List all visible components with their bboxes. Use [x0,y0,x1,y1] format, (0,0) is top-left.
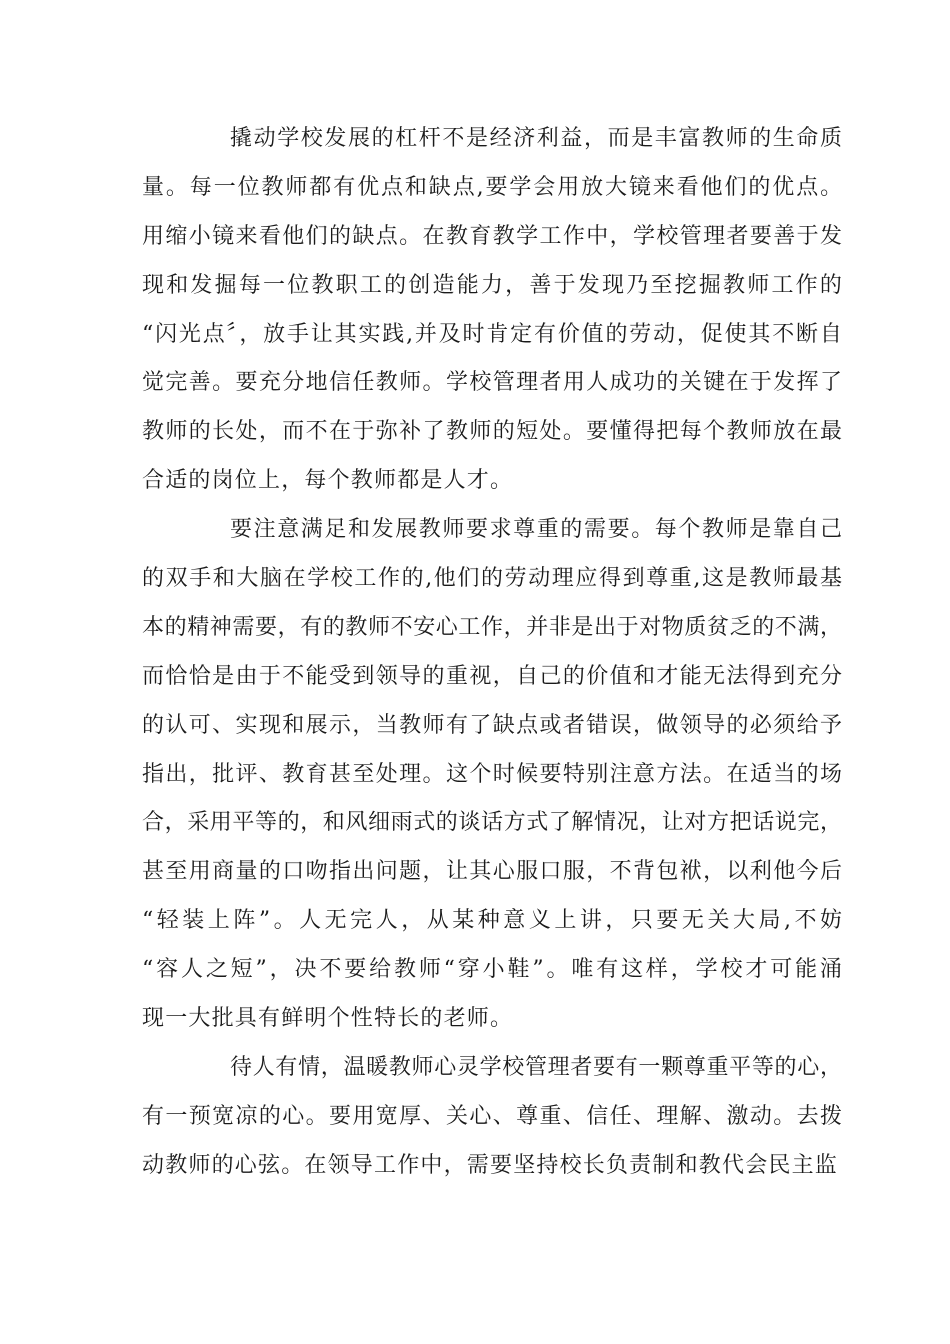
text-line: 有一预宽凉的心。要用宽厚、关心、尊重、信任、理解、激动。去拨 [142,1103,844,1129]
text-line: 而恰恰是由于不能受到领导的重视，自己的价值和才能无法得到充分 [142,663,844,689]
text-line: 的双手和大脑在学校工作的,他们的劳动理应得到尊重,这是教师最基 [142,566,844,592]
text-line: 合，采用平等的，和风细雨式的谈话方式了解情况，让对方把话说完， [142,810,843,836]
text-line: “轻装上阵”。人无完人，从某种意义上讲，只要无关大局,不妨 [142,908,846,934]
text-line: 现和发掘每一位教职工的创造能力，善于发现乃至挖掘教师工作的 [142,272,845,298]
text-line: 动教师的心弦。在领导工作中，需要坚持校长负责制和教代会民主监 [142,1152,839,1178]
paragraph-2 [142,506,846,1044]
paragraph-1 [142,115,845,506]
text-line: 合适的岗位上，每个教师都是人才。 [142,468,514,494]
text-line: 现一大批具有鲜明个性特长的老师。 [142,1006,514,1032]
text-line: 的认可、实现和展示，当教师有了缺点或者错误，做领导的必须给予 [142,712,844,738]
text-line: 待人有情，温暖教师心灵学校管理者要有一颗尊重平等的心， [230,1054,843,1080]
text-line: 甚至用商量的口吻指出问题，让其心服口服，不背包袱，以利他今后 [142,859,844,885]
text-line: 用缩小镜来看他们的缺点。在教育教学工作中，学校管理者要善于发 [142,223,844,249]
text-line: 量。每一位教师都有优点和缺点,要学会用放大镜来看他们的优点。 [142,174,844,200]
text-line: “闪光点〞，放手让其实践,并及时肯定有价值的劳动，促使其不断自 [142,321,844,347]
text-line: 要注意满足和发展教师要求尊重的需要。每个教师是靠自己 [230,517,844,543]
text-line: 觉完善。要充分地信任教师。学校管理者用人成功的关键在于发挥了 [142,370,844,396]
document-body [142,115,846,1191]
text-line: “容人之短”，决不要给教师“穿小鞋”。唯有这样，学校才可能涌 [142,957,845,983]
text-line: 撬动学校发展的杠杆不是经济利益，而是丰富教师的生命质 [230,126,844,151]
paragraph-3 [142,1044,842,1191]
text-line: 指出，批评、教育甚至处理。这个时候要特别注意方法。在适当的场 [142,761,844,787]
text-line: 教师的长处，而不在于弥补了教师的短处。要懂得把每个教师放在最 [142,419,844,445]
text-line: 本的精神需要，有的教师不安心工作，并非是出于对物质贫乏的不满， [142,614,843,640]
